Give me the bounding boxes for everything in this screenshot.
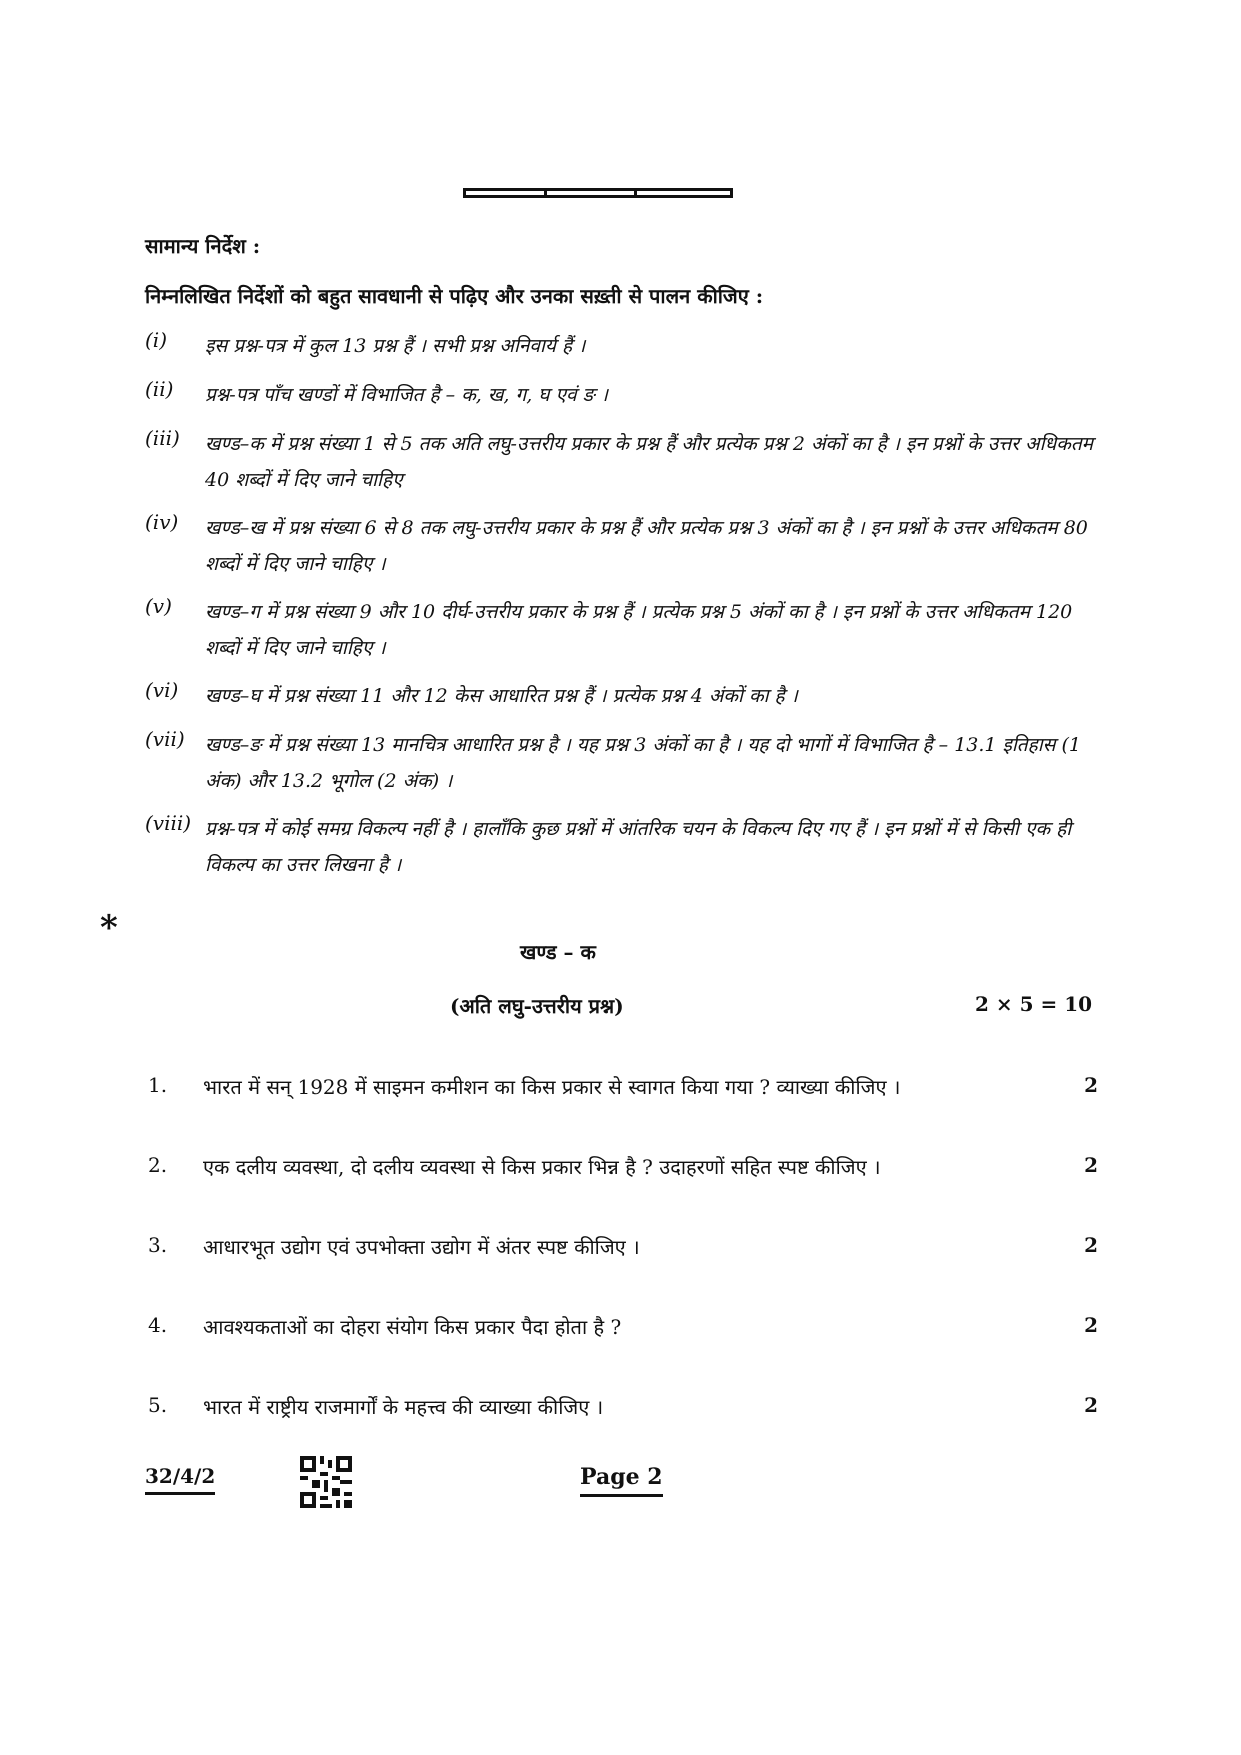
general-instructions-title: सामान्य निर्देश :: [145, 234, 261, 258]
instruction-number: (ii): [145, 377, 174, 401]
instruction-text: खण्ड–ङ में प्रश्न संख्या 13 मानचित्र आधारित प्रश्न है । यह प्रश्न 3 अंकों का है । यह दो भागों में विभाजित है – 13.1 इतिहास (1 अंक) और 13.2 भूगोल (2 अंक) ।: [205, 734, 1082, 792]
divider-tick: [544, 188, 547, 198]
section-subtitle: (अति लघु-उत्तरीय प्रश्न): [450, 994, 624, 1018]
instruction-text: इस प्रश्न-पत्र में कुल 13 प्रश्न हैं । सभी प्रश्न अनिवार्य हैं ।: [205, 335, 586, 357]
instruction-text: प्रश्न-पत्र में कोई समग्र विकल्प नहीं है । हालाँकि कुछ प्रश्नों में आंतरिक चयन के विकल्प दिए गए हैं । इन प्रश्नों में से किसी एक ही विकल्प का उत्तर लिखना है ।: [205, 818, 1072, 876]
question-number: 1.: [148, 1073, 168, 1097]
instruction-number: (iii): [145, 426, 180, 450]
instruction-text: खण्ड–घ में प्रश्न संख्या 11 और 12 केस आधारित प्रश्न हैं । प्रत्येक प्रश्न 4 अंकों का है ।: [205, 685, 798, 707]
instruction-text: खण्ड–ख में प्रश्न संख्या 6 से 8 तक लघु-उत्तरीय प्रकार के प्रश्न हैं और प्रत्येक प्रश्न 3 अंकों का है । इन प्रश्नों के उत्तर अधिकतम 80 शब्दों में दिए जाने चाहिए ।: [205, 517, 1088, 575]
instruction-text: प्रश्न-पत्र पाँच खण्डों में विभाजित है – क, ख, ग, घ एवं ङ ।: [205, 384, 609, 406]
question-row: [148, 1153, 1098, 1183]
question-marks: 2: [1084, 1153, 1098, 1177]
instruction-text: खण्ड–ग में प्रश्न संख्या 9 और 10 दीर्घ-उत्तरीय प्रकार के प्रश्न हैं । प्रत्येक प्रश्न 5 अंकों का है । इन प्रश्नों के उत्तर अधिकतम 120 शब्दों में दिए जाने चाहिए ।: [205, 601, 1073, 659]
instruction-number: (iv): [145, 510, 179, 534]
divider-tick: [634, 188, 637, 198]
margin-asterisk: *: [100, 908, 118, 948]
header-divider-bar: [463, 188, 733, 198]
instruction-text: खण्ड–क में प्रश्न संख्या 1 से 5 तक अति लघु-उत्तरीय प्रकार के प्रश्न हैं और प्रत्येक प्रश्न 2 अंकों का है । इन प्रश्नों के उत्तर अधिकतम 40 शब्दों में दिए जाने चाहिए: [205, 433, 1094, 491]
question-text: आधारभूत उद्योग एवं उपभोक्ता उद्योग में अंतर स्पष्ट कीजिए ।: [203, 1235, 640, 1259]
question-row: [148, 1073, 1098, 1103]
instruction-number: (i): [145, 328, 168, 352]
question-marks: 2: [1084, 1313, 1098, 1337]
question-marks: 2: [1084, 1233, 1098, 1257]
question-row: [148, 1393, 1098, 1423]
instruction-number: (vi): [145, 678, 179, 702]
question-text: एक दलीय व्यवस्था, दो दलीय व्यवस्था से किस प्रकार भिन्न है ? उदाहरणों सहित स्पष्ट कीजिए ।: [203, 1155, 881, 1179]
instruction-lead: निम्नलिखित निर्देशों को बहुत सावधानी से पढ़िए और उनका सख़्ती से पालन कीजिए :: [145, 284, 764, 308]
question-number: 3.: [148, 1233, 168, 1257]
question-number: 4.: [148, 1313, 168, 1337]
instruction-number: (viii): [145, 811, 192, 835]
question-marks: 2: [1084, 1393, 1098, 1417]
question-row: [148, 1313, 1098, 1343]
instruction-number: (v): [145, 594, 172, 618]
question-number: 2.: [148, 1153, 168, 1177]
paper-code: 32/4/2: [145, 1464, 215, 1495]
qr-code-icon: [300, 1456, 352, 1512]
page-number: Page 2: [580, 1464, 663, 1497]
question-text: भारत में राष्ट्रीय राजमार्गों के महत्त्व की व्याख्या कीजिए ।: [203, 1395, 604, 1419]
question-number: 5.: [148, 1393, 168, 1417]
section-marks: 2 × 5 = 10: [975, 992, 1093, 1016]
section-title: खण्ड – क: [520, 940, 596, 964]
question-text: भारत में सन् 1928 में साइमन कमीशन का किस प्रकार से स्वागत किया गया ? व्याख्या कीजिए ।: [203, 1075, 901, 1099]
question-text: आवश्यकताओं का दोहरा संयोग किस प्रकार पैदा होता है ?: [203, 1315, 622, 1339]
question-row: [148, 1233, 1098, 1263]
question-marks: 2: [1084, 1073, 1098, 1097]
instruction-number: (vii): [145, 727, 185, 751]
